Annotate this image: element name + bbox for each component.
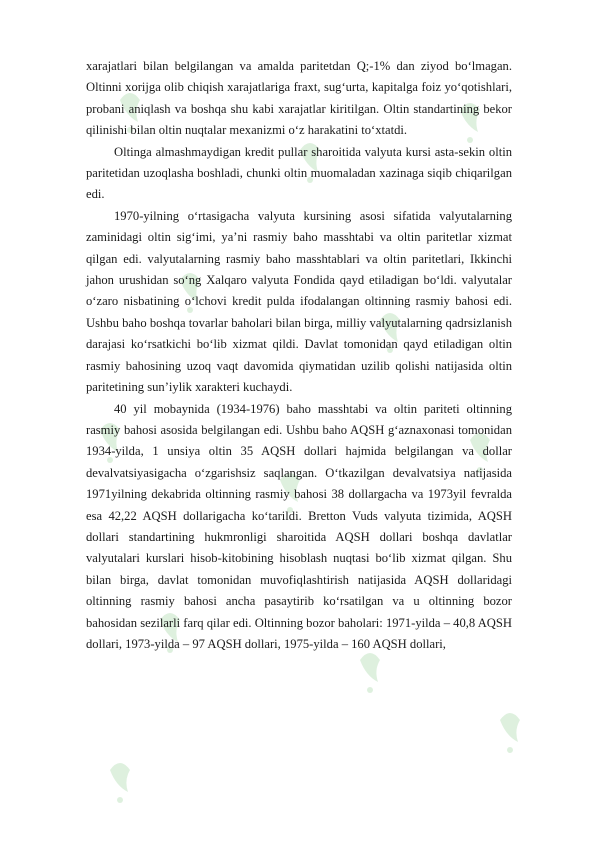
body-text bbox=[86, 56, 512, 655]
paragraph-4: 40 yil mobaynida (1934-1976) baho masshtabi va oltin pariteti oltinning rasmiy bahosi asosida belgilangan edi. Ushbu baho AQSH g‘aznaxonasi tomonidan 1934-yilda, 1 unsiya oltin 35 AQSH dollari hajmida belgilangan va dollar devalvatsiyasigacha o‘zgarishsiz saqlangan. O‘tkazilgan devalvatsiya natijasida 1971yilning dekabrida oltinning rasmiy bahosi 38 dollargacha va 1973yil fevralda esa 42,22 AQSH dollarigacha ko‘tarildi. Bretton Vuds valyuta tizimida, AQSH dollari standartining hukmronligi sharoitida AQSH dollari boshqa davlatlar valyutalari kurslari hisob-kitobining hisoblash nuqtasi bo‘lib xizmat qilgan. Shu bilan birga, davlat tomonidan muvofiqlashtirish natijasida AQSH dollaridagi oltinning rasmiy bahosi ancha pasaytirib ko‘rsatilgan va u oltinning bozor bahosidan sezilarli farq qilar edi. Oltinning bozor baholari: 1971-yilda – 40,8 AQSH dollari, 1973-yilda – 97 AQSH dollari, 1975-yilda – 160 AQSH dollari, bbox=[86, 401, 512, 651]
paragraph-1: xarajatlari bilan belgilangan va amalda paritetdan Q;-1% dan ziyod bo‘lmagan. Oltinni xorijga olib chiqish xarajatlariga fraxt, sug‘urta, kapitalga foiz yo‘qotishlari, probani aniqlash va boshqa shu kabi xarajatlar kiritilgan. Oltin standartining bekor qilinishi bilan oltin nuqtalar mexanizmi o‘z harakatini to‘xtatdi. bbox=[86, 59, 512, 138]
paragraph-2: Oltinga almashmaydigan kredit pullar sharoitida valyuta kursi asta-sekin oltin paritetidan uzoqlasha boshladi, chunki oltin muomaladan xazinaga siqib chiqarilgan edi. bbox=[86, 144, 512, 202]
paragraph-3: 1970-yilning o‘rtasigacha valyuta kursining asosi sifatida valyutalarning zaminidagi oltin sig‘imi, ya’ni rasmiy baho masshtabi va oltin paritetlar xizmat qilgan edi. valyutalarning rasmiy baho masshtablari va oltin paritetlari, Ikkinchi jahon urushidan so‘ng Xalqaro valyuta Fondida qayd etiladigan bo‘ldi. valyutalar o‘zaro nisbatining o‘lchovi kredit pulda ifodalangan oltinning rasmiy bahosi edi. Ushbu baho boshqa tovarlar baholari bilan birga, milliy valyutalarning qadrsizlanish darajasi ko‘rsatkichi bo‘lib xizmat qildi. Davlat tomonidan qayd etiladigan oltin rasmiy bahosining uzoq vaqt davomida qiymatidan uzilib qolishi natijasida oltin paritetining sun’iylik xarakteri kuchaydi. bbox=[86, 208, 512, 395]
